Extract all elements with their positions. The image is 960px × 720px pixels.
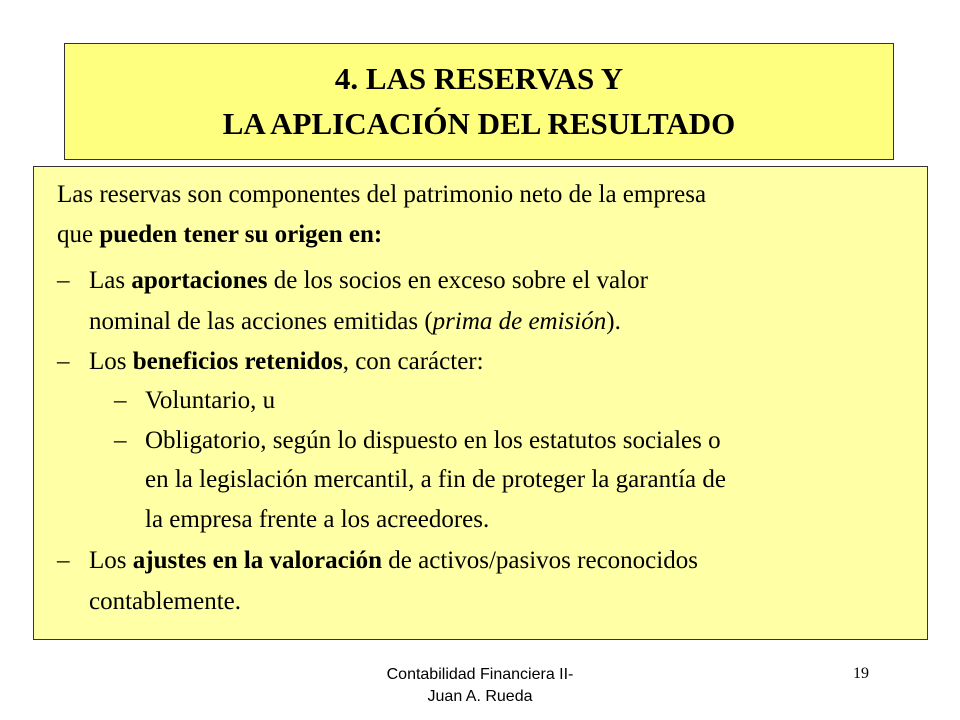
item2-text-a: Los bbox=[89, 348, 133, 375]
title-box bbox=[64, 43, 894, 160]
intro-bold: pueden tener su origen en: bbox=[99, 221, 383, 248]
item1-line-1 bbox=[89, 267, 648, 295]
item1-bold: aportaciones bbox=[131, 267, 268, 294]
item1-line-2 bbox=[89, 308, 621, 336]
item2-text-c: , con carácter: bbox=[342, 348, 484, 375]
dash-bullet: – bbox=[57, 547, 70, 574]
title-line-2: LA APLICACIÓN DEL RESULTADO bbox=[222, 106, 736, 141]
item3-line-2: contablemente. bbox=[89, 588, 242, 615]
page-number: 19 bbox=[853, 665, 869, 682]
item1-text-f: ). bbox=[606, 308, 621, 335]
item1-text-c: de los socios en exceso sobre el valor bbox=[267, 267, 648, 294]
sub2-line-2: en la legislación mercantil, a fin de proteger la garantía de bbox=[145, 466, 726, 493]
intro-line-2 bbox=[57, 221, 382, 249]
item3-text-a: Los bbox=[89, 547, 133, 574]
footer-line-1: Contabilidad Financiera II- bbox=[386, 666, 574, 683]
footer-line-2: Juan A. Rueda bbox=[427, 688, 533, 705]
item1-text-a: Las bbox=[89, 267, 132, 294]
sub-dash-bullet: – bbox=[114, 387, 127, 414]
intro-line-1: Las reservas son componentes del patrimonio neto de la empresa bbox=[57, 181, 707, 208]
dash-bullet: – bbox=[57, 267, 70, 294]
content-box bbox=[33, 166, 928, 640]
intro-text: que bbox=[57, 221, 100, 248]
item2-bold: beneficios retenidos bbox=[132, 348, 343, 375]
dash-bullet: – bbox=[57, 348, 70, 375]
sub-dash-bullet: – bbox=[114, 427, 127, 454]
item2-line bbox=[89, 348, 484, 376]
item3-line-1 bbox=[89, 547, 698, 575]
title-line-1: 4. LAS RESERVAS Y bbox=[334, 61, 624, 96]
sub2-line-1: Obligatorio, según lo dispuesto en los estatutos sociales o bbox=[145, 427, 721, 454]
item3-text-c: de activos/pasivos reconocidos bbox=[382, 547, 698, 574]
item1-text-d: nominal de las acciones emitidas ( bbox=[89, 308, 433, 335]
footer-text bbox=[330, 664, 630, 708]
sub2-line-3: la empresa frente a los acreedores. bbox=[145, 506, 490, 533]
item1-italic: prima de emisión bbox=[432, 308, 607, 335]
sub1-line: Voluntario, u bbox=[145, 387, 276, 414]
item3-bold: ajustes en la valoración bbox=[132, 547, 383, 574]
